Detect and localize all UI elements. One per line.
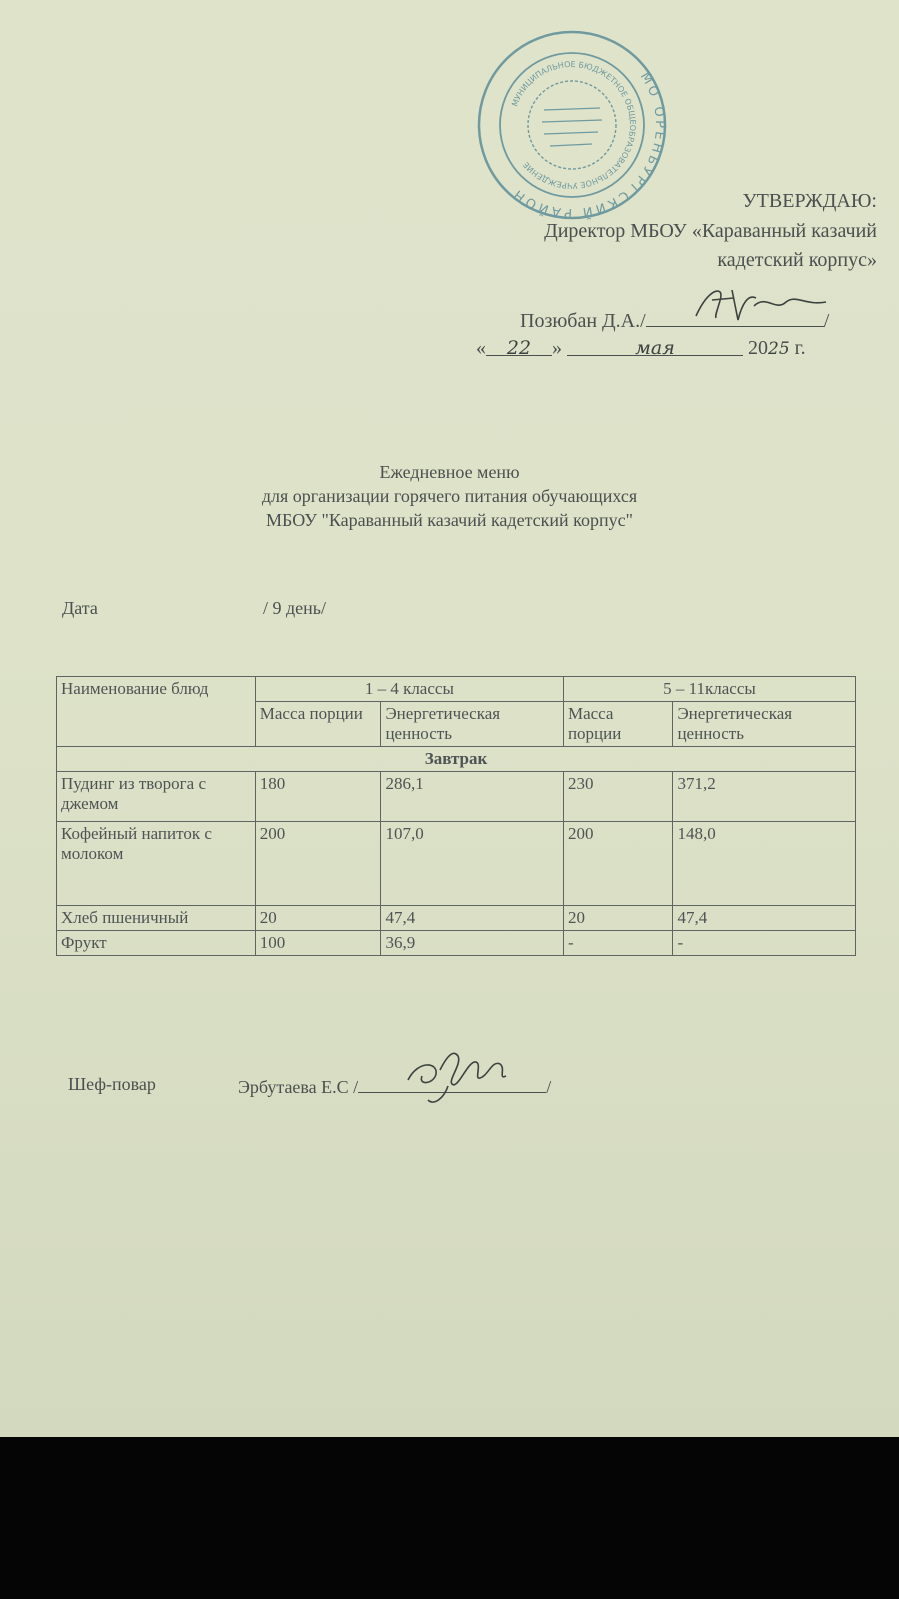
energy-1-4: 286,1 [381, 772, 564, 822]
energy-1-4: 107,0 [381, 822, 564, 906]
header-energy-1: Энергетическая ценность [381, 702, 564, 747]
director-signature-line [520, 308, 829, 333]
mass-5-11: 200 [563, 822, 673, 906]
header-mass-1: Масса порции [255, 702, 381, 747]
date-label: Дата [62, 598, 98, 618]
chef-name: Эрбутаева Е.С / [238, 1077, 359, 1097]
date-day-field [486, 337, 552, 359]
approval-date [476, 337, 806, 360]
director-line-1: Директор МБОУ «Караванный казачий [544, 220, 877, 242]
mass-1-4: 200 [255, 822, 381, 906]
mass-5-11: 230 [563, 772, 673, 822]
energy-5-11: 148,0 [673, 822, 856, 906]
date-close-quote: » [552, 337, 562, 359]
date-month: мая [635, 337, 675, 359]
dish-name: Фрукт [57, 931, 256, 956]
header-mass-2: Масса порции [563, 702, 673, 747]
mass-5-11: 20 [563, 906, 673, 931]
director-signature-field [646, 308, 824, 327]
stamp-inner-text: МУНИЦИПАЛЬНОЕ БЮДЖЕТНОЕ ОБЩЕОБРАЗОВАТЕЛЬНОЕ УЧРЕЖДЕНИЕ [510, 59, 638, 191]
chef-signature-icon [388, 1040, 538, 1110]
date-year-suffix: 25 [768, 339, 790, 359]
dish-name: Хлеб пшеничный [57, 906, 256, 931]
director-signature-icon [686, 284, 836, 324]
chef-signature-slash: / [546, 1077, 552, 1097]
dish-name: Кофейный напиток с молоком [57, 822, 256, 906]
energy-5-11: 47,4 [673, 906, 856, 931]
menu-table [56, 676, 856, 956]
date-year-prefix: 20 [748, 337, 768, 359]
energy-5-11: 371,2 [673, 772, 856, 822]
energy-1-4: 36,9 [381, 931, 564, 956]
seal-stamp [474, 30, 670, 220]
energy-1-4: 47,4 [381, 906, 564, 931]
mass-1-4: 180 [255, 772, 381, 822]
table-row [57, 931, 856, 956]
date-open-quote: « [476, 337, 486, 359]
date-month-field [567, 337, 743, 359]
director-signature-slash: / [823, 310, 830, 332]
header-energy-2: Энергетическая ценность [673, 702, 856, 747]
doc-title-line-3: МБОУ "Караванный казачий кадетский корпус" [266, 510, 633, 530]
section-breakfast: Завтрак [57, 747, 856, 772]
doc-title-line-2: для организации горячего питания обучающихся [261, 486, 638, 506]
chef-role: Шеф-повар [68, 1074, 156, 1094]
mass-1-4: 20 [255, 906, 381, 931]
approve-label: УТВЕРЖДАЮ: [742, 190, 877, 212]
date-year-end: г. [789, 337, 806, 359]
director-name: Позюбан Д.А./ [520, 310, 646, 332]
date-day: 22 [506, 337, 532, 359]
svg-text:МУНИЦИПАЛЬНОЕ БЮДЖЕТНОЕ ОБЩЕОБ [510, 60, 637, 190]
table-row [57, 906, 856, 931]
header-dish-name: Наименование блюд [57, 677, 256, 747]
table-row [57, 772, 856, 822]
energy-5-11: - [673, 931, 856, 956]
chef-signature-field [358, 1074, 546, 1093]
dish-name: Пудинг из творога с джемом [57, 772, 256, 822]
header-group-5-11: 5 – 11классы [563, 677, 855, 702]
mass-5-11: - [563, 931, 673, 956]
mass-1-4: 100 [255, 931, 381, 956]
chef-signature-line [238, 1074, 551, 1098]
date-value: / 9 день/ [263, 598, 326, 618]
table-row [57, 822, 856, 906]
doc-title-line-1: Ежедневное меню [379, 462, 520, 482]
director-line-2: кадетский корпус» [717, 249, 877, 271]
stamp-outer-text: МО ОРЕНБУРГСКИЙ РАЙОН [509, 69, 668, 220]
header-group-1-4: 1 – 4 классы [255, 677, 563, 702]
